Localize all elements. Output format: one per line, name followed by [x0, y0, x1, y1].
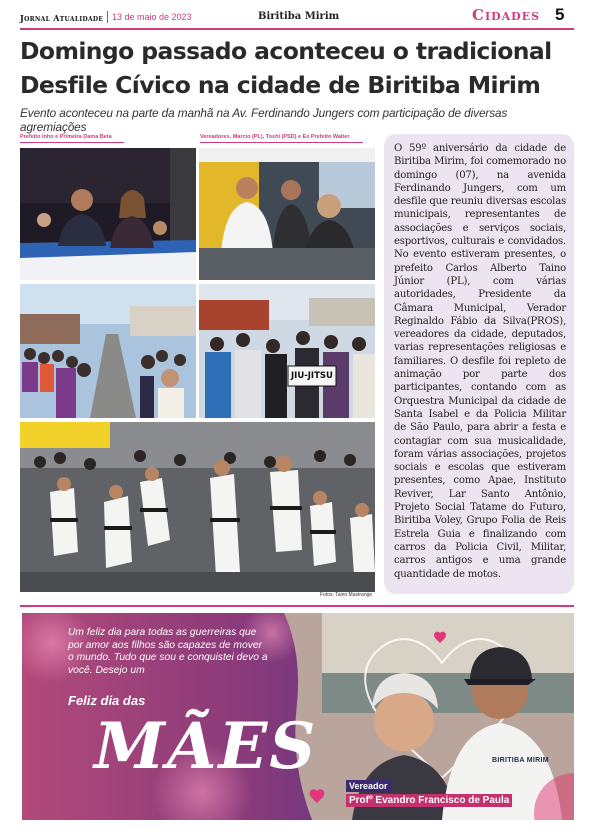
page-number: 5 [555, 5, 565, 24]
photo-credit: Fotos: Taino Mastrange [320, 592, 373, 598]
photo-caption-mayor: Prefeito Inho e Primeira Dama Beta [20, 134, 112, 140]
publication-name: Jornal Atualidade [20, 13, 104, 23]
photo-mayor-first-lady [20, 148, 196, 280]
section-title: Cidades [472, 6, 541, 24]
shirt-print-text: BIRITIBA MIRIM [492, 757, 549, 764]
caption-underline [20, 142, 124, 143]
photo-martial-arts-parade [20, 422, 375, 592]
mothers-day-ad [22, 613, 574, 820]
article-body-box [384, 134, 574, 594]
ad-politician-name: Profº Evandro Francisco de Paula [346, 794, 512, 807]
article-subheadline: Evento aconteceu na parte da manhã na Av. Ferdinando Jungers com participação de diversas agremiações [20, 106, 508, 134]
ad-feliz-dia: Feliz dia das [68, 693, 146, 708]
caption-underline [200, 142, 363, 143]
city-name: Biritiba Mirim [258, 11, 340, 22]
ad-role-label: Vereador [346, 780, 391, 792]
page-header [20, 5, 574, 26]
photo-jiujitsu-group [199, 284, 375, 418]
ad-maes-title: MÃES [94, 709, 318, 784]
photo-parade-crowd [20, 284, 196, 418]
ad-message: Um feliz dia para todas as guerreiras que por amor aos filhos são capazes de mover o mundo. Tudo que sou e conquistei devo a você. Desejo um [68, 627, 268, 676]
section-divider [20, 605, 574, 607]
header-separator [107, 11, 108, 23]
photo-caption-councillors: Vereadores, Marcio (PL), Toshi (PSD) e Ex Prefeito Walter [200, 134, 350, 140]
photo-councillors [199, 148, 375, 280]
header-rule [20, 28, 574, 30]
article-body: O 59º aniversário da cidade de Biritiba Mirim, foi comemorado no domingo (07), na avenida Ferdinando Jungers, com um desfile que reuniu diversas escolas municipais, representantes de associações e serviços sociais, esportivos, culturais e convidados. No evento estiveram presentes, o prefeito Carlos Alberto Taino Júnior (PL), com várias autoridades, Presidente da Câmara Municipal, Verador Reginaldo Fábio da Silva(PROS), vereadores da cidade, deputados, varias representações religiosas e familiares. O desfile foi repleto de animação por parte dos participantes, contando com as Orquestra Municipal da cidade de Santa Isabel e da Policia Militar de São Paulo, para abrir a festa e contagiar com sua musicalidade, foram várias associações, projetos sociais e escolas que estiveram presentes, como Apae, Instituto Reviver, Lar Santo Antônio, Projeto Social Tatame do Futuro, Biritiba Voley, Grupo Folia de Reis Estrela Guia e finalizando com carros da Policia Civil, Militar, carros antigos e uma grande quantidade de motos. [394, 143, 566, 580]
issue-date: 13 de maio de 2023 [112, 12, 192, 22]
jiujitsu-sign: JIU-JITSU [291, 371, 333, 381]
article-headline: Domingo passado aconteceu o tradicional Desfile Cívico na cidade de Biritiba Mirim [20, 37, 552, 99]
